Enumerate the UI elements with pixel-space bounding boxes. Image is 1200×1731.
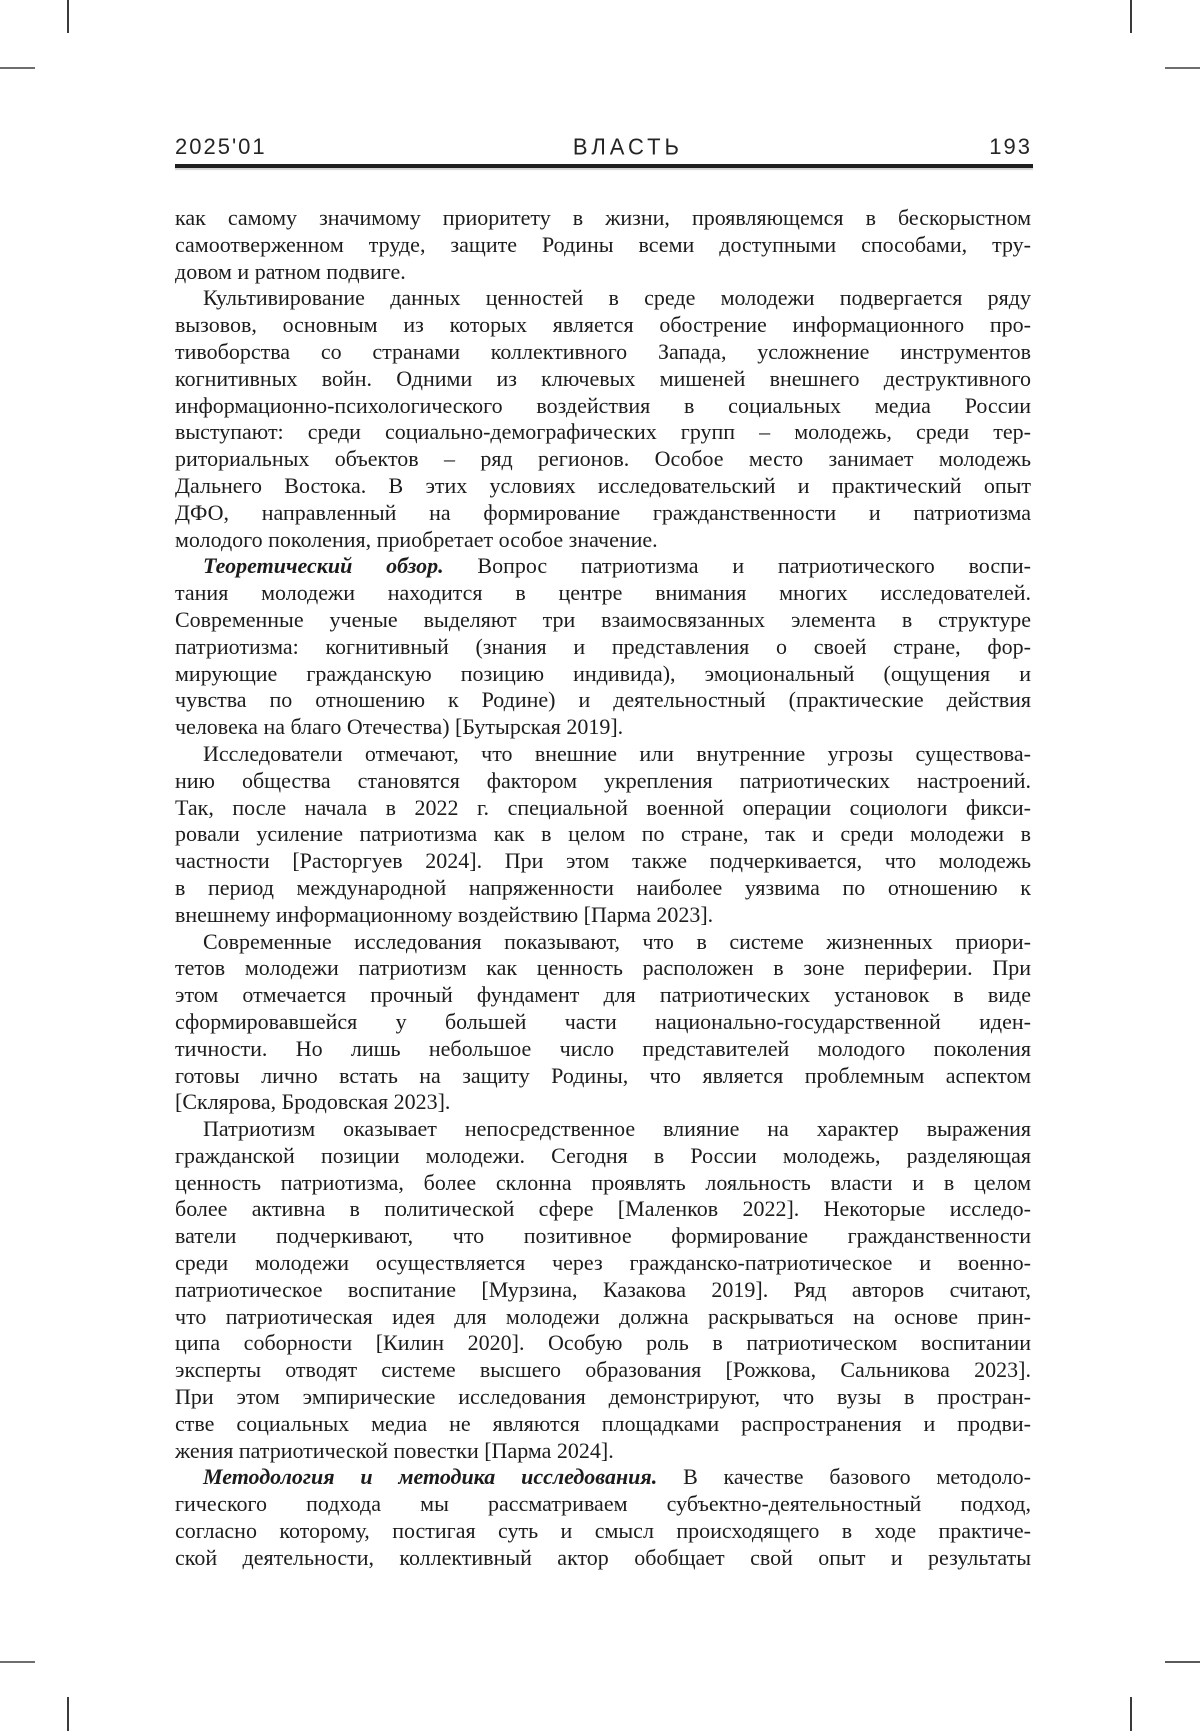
body-line: Дальнего Востока. В этих условиях исследовательский и практический опыт: [175, 472, 1031, 498]
header-rule: [175, 164, 1033, 168]
body-line: эксперты отводят системе высшего образования [Рожкова, Сальникова 2023].: [175, 1357, 1031, 1383]
body-line: Современные исследования показывают, что в системе жизненных приори-: [203, 928, 1031, 954]
body-line: [Склярова, Бродовская 2023].: [175, 1089, 451, 1115]
body-line: информационно-психологического воздействия в социальных медиа России: [175, 392, 1031, 418]
article-body: [175, 205, 1031, 1572]
crop-mark-bottom-right-vertical: [1130, 1697, 1132, 1731]
body-line: ровали усиление патриотизма как в целом по стране, так и среди молодежи в: [175, 821, 1031, 847]
body-line: ДФО, направленный на формирование гражданственности и патриотизма: [175, 499, 1031, 525]
body-line: ципа соборности [Килин 2020]. Особую роль в патриотическом воспитании: [175, 1330, 1031, 1356]
paragraph-lead: Методология и методика исследования.: [203, 1464, 658, 1490]
body-line: [175, 1464, 1031, 1491]
body-line: нию общества становятся фактором укрепления патриотических настроений.: [175, 767, 1031, 793]
body-line: в период международной напряженности наиболее уязвима по отношению к: [175, 874, 1031, 900]
body-line: ской деятельности, коллективный актор обобщает свой опыт и результаты: [175, 1544, 1031, 1570]
body-line: выступают: среди социально-демографических групп – молодежь, среди тер-: [175, 419, 1031, 445]
body-line: тивоборства со странами коллективного Запада, усложнение инструментов: [175, 338, 1031, 364]
body-line: Исследователи отмечают, что внешние или внутренние угрозы существова-: [203, 740, 1031, 766]
body-line: молодого поколения, приобретает особое значение.: [175, 526, 658, 552]
body-line: мирующие гражданскую позицию индивида), эмоциональный (ощущения и: [175, 660, 1031, 686]
header-page-number: 193: [989, 134, 1032, 159]
body-line: самоотверженном труде, защите Родины всеми доступными способами, тру-: [175, 231, 1031, 257]
body-line: гражданской позиции молодежи. Сегодня в России молодежь, разделяющая: [175, 1142, 1031, 1168]
body-line: что патриотическая идея для молодежи должна раскрываться на основе прин-: [175, 1303, 1031, 1329]
body-line: Культивирование данных ценностей в среде молодежи подвергается ряду: [203, 285, 1031, 311]
paragraph: [175, 929, 1031, 1117]
body-line: вызовов, основным из которых является обострение информационного про-: [175, 312, 1031, 338]
body-line: Так, после начала в 2022 г. специальной военной операции социологи фикси-: [175, 794, 1031, 820]
crop-mark-top-right-horizontal: [1165, 67, 1200, 69]
paragraph: [175, 553, 1031, 741]
body-line: патриотическое воспитание [Мурзина, Казакова 2019]. Ряд авторов считают,: [175, 1276, 1031, 1302]
body-line: Патриотизм оказывает непосредственное влияние на характер выражения: [203, 1116, 1031, 1142]
header-issue: 2025'01: [175, 134, 267, 159]
crop-mark-top-right-vertical: [1130, 0, 1132, 33]
paragraph: [175, 1116, 1031, 1464]
body-line: патриотизма: когнитивный (знания и представления о своей стране, фор-: [175, 633, 1031, 659]
body-line: сформировавшейся у большей части национально-государственной иден-: [175, 1008, 1031, 1034]
body-line: согласно которому, постигая суть и смысл происходящего в ходе практиче-: [175, 1518, 1031, 1544]
page-header: [175, 134, 1032, 160]
body-line: более активна в политической сфере [Маленков 2022]. Некоторые исследо-: [175, 1196, 1031, 1222]
body-line: чувства по отношению к Родине) и деятельностный (практические действия: [175, 687, 1031, 713]
body-line: тания молодежи находится в центре внимания многих исследователей.: [175, 580, 1031, 606]
crop-mark-top-left-horizontal: [0, 67, 35, 69]
body-line: [175, 553, 1031, 580]
crop-mark-bottom-left-horizontal: [0, 1661, 35, 1663]
body-line: ватели подчеркивают, что позитивное формирование гражданственности: [175, 1223, 1031, 1249]
body-line: довом и ратном подвиге.: [175, 258, 406, 284]
body-line: как самому значимому приоритету в жизни, проявляющемся в бескорыстном: [175, 205, 1031, 230]
body-line: ценность патриотизма, более склонна проявлять лояльность власти и в целом: [175, 1169, 1031, 1195]
paragraph-lead: Теоретический обзор.: [203, 553, 444, 579]
paragraph: [175, 741, 1031, 929]
body-line: готовы лично встать на защиту Родины, что является проблемным аспектом: [175, 1062, 1031, 1088]
body-line: тичности. Но лишь небольшое число представителей молодого поколения: [175, 1035, 1031, 1061]
body-line: тетов молодежи патриотизм как ценность расположен в зоне периферии. При: [175, 955, 1031, 981]
paragraph: [175, 285, 1031, 553]
header-journal-title: ВЛАСТЬ: [572, 133, 683, 160]
paragraph: [175, 1464, 1031, 1571]
body-line-text: В качестве базового методоло-: [683, 1464, 1031, 1490]
body-line: гического подхода мы рассматриваем субъектно-деятельностный подход,: [175, 1491, 1031, 1517]
body-line: частности [Расторгуев 2024]. При этом также подчеркивается, что молодежь: [175, 848, 1031, 874]
body-line: При этом эмпирические исследования демонстрируют, что вузы в простран-: [175, 1384, 1031, 1410]
crop-mark-bottom-right-horizontal: [1165, 1661, 1200, 1663]
body-line-text: Вопрос патриотизма и патриотического воспи-: [477, 553, 1031, 579]
body-line: человека на благо Отечества) [Бутырская 2019].: [175, 714, 624, 740]
paragraph: [175, 205, 1031, 285]
body-line: среди молодежи осуществляется через гражданско-патриотическое и военно-: [175, 1250, 1031, 1276]
body-line: стве социальных медиа не являются площадками распространения и продви-: [175, 1410, 1031, 1436]
crop-mark-top-left-vertical: [67, 0, 69, 33]
body-line: Современные ученые выделяют три взаимосвязанных элемента в структуре: [175, 606, 1031, 632]
crop-mark-bottom-left-vertical: [67, 1697, 69, 1731]
body-line: риториальных объектов – ряд регионов. Особое место занимает молодежь: [175, 446, 1031, 472]
body-line: внешнему информационному воздействию [Парма 2023].: [175, 901, 714, 927]
body-line: когнитивных войн. Одними из ключевых мишеней внешнего деструктивного: [175, 365, 1031, 391]
body-line: этом отмечается прочный фундамент для патриотических установок в виде: [175, 982, 1031, 1008]
body-line: жения патриотической повестки [Парма 2024].: [175, 1437, 614, 1463]
